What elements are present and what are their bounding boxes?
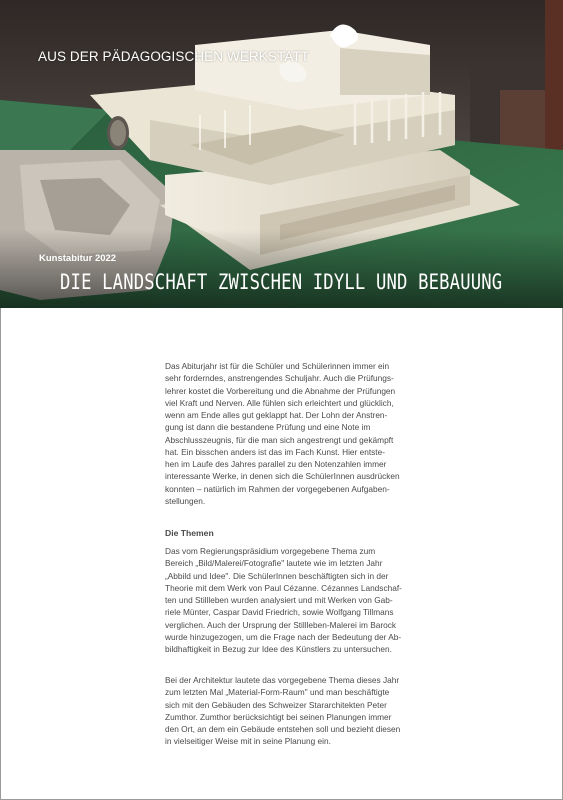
themes-line: bildhaftigkeit in Bezug zur Idee des Künstlers zu untersuchen. [165, 644, 392, 654]
themes-paragraph [165, 545, 410, 655]
section-kicker: AUS DER PÄDAGOGISCHEN WERKSTATT [38, 49, 310, 64]
intro-line: gung ist dann die bestandene Prüfung und eine Note im [165, 422, 371, 433]
architecture-line: in vielseitiger Weise mit in seine Planung ein. [165, 736, 331, 747]
themes-line: Das vom Regierungspräsidium vorgegebene Thema zum [165, 546, 376, 556]
intro-line: sehr forderndes, anstrengendes Schuljahr. Auch die Prüfungs- [165, 373, 394, 384]
article-subkicker: Kunstabitur 2022 [39, 253, 117, 264]
intro-line: wenn am Ende alles gut geklappt hat. Der Lohn der Anstren- [165, 410, 388, 420]
architecture-paragraph [165, 674, 410, 748]
themes-line: „Abbild und Idee". Die SchülerInnen beschäftigten sich in der [165, 570, 389, 581]
architecture-line: sich mit den Gebäuden des Schweizer Stararchitekten Peter [165, 699, 387, 710]
intro-paragraph [165, 360, 410, 507]
themes-line: wurde hinzugezogen, um die Frage nach der Bedeutung der Ab- [165, 631, 402, 642]
intro-line: viel Kraft und Nerven. Alle fühlen sich erleichtert und glücklich, [165, 397, 394, 408]
themes-line: ten und Stillleben wurden analysiert und mit Werken von Gab- [165, 595, 393, 605]
architecture-line: zum letzten Mal „Material-Form-Raum" und man beschäftigte [165, 687, 390, 698]
themes-line: Theorie mit dem Werk von Paul Cézanne. Cézannes Landschaf- [165, 582, 402, 593]
architecture-line: den Ort, an dem ein Gebäude entstehen soll und bezieht diesen [165, 724, 401, 734]
section-heading: Die Themen [165, 528, 214, 538]
architecture-line: Bei der Architektur lautete das vorgegebene Thema dieses Jahr [165, 675, 400, 685]
intro-line: Das Abiturjahr ist für die Schüler und Schülerinnen immer ein [165, 361, 390, 371]
themes-line: Bereich „Bild/Malerei/Fotografie" lautete wie im letzten Jahr [165, 558, 383, 569]
intro-line: Abschlusszeugnis, für die man sich angestrengt und gekämpft [165, 434, 394, 445]
architecture-line: Zumthor. Zumthor berücksichtigt bei seinen Planungen immer [165, 711, 392, 722]
intro-line: hen im Laufe des Jahres parallel zu den Notenzahlen immer [165, 459, 387, 469]
themes-line: riele Münter, Caspar David Friedrich, sowie Wolfgang Tillmans [165, 607, 394, 618]
intro-line: konnten – natürlich im Rahmen der vorgegebenen Aufgaben- [165, 483, 390, 494]
themes-line: verglichen. Auch der Ursprung der Stillleben-Malerei im Barock [165, 619, 397, 630]
intro-line: stellungen. [165, 495, 206, 506]
intro-line: interessante Werke, in denen sich die SchülerInnen ausdrücken [165, 471, 400, 482]
article-headline: DIE LANDSCHAFT ZWISCHEN IDYLL UND BEBAUUNG [60, 270, 503, 294]
intro-line: lehrer kostet die Vorbereitung und die Abnahme der Prüfungen [165, 385, 396, 396]
intro-line: hat. Ein bisschen anders ist das im Fach Kunst. Hier entste- [165, 446, 385, 457]
hero-photo [0, 0, 563, 308]
